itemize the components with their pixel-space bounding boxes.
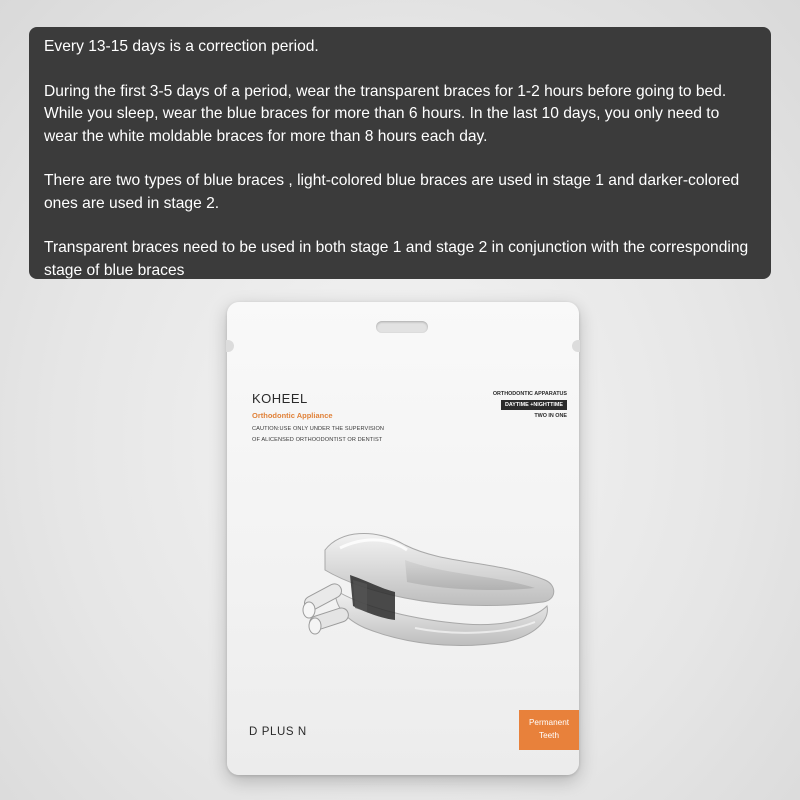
tear-notch-right — [572, 340, 580, 352]
caution-line-2: OF ALICENSED ORTHOODONTIST OR DENTIST — [252, 437, 383, 443]
model-label: D PLUS N — [249, 726, 307, 738]
tear-notch-left — [226, 340, 234, 352]
permanent-teeth-badge — [519, 710, 579, 750]
info-paragraph-2: During the first 3-5 days of a period, wear the transparent braces for 1-2 hours before going to bed. While you sleep, wear the blue braces for more than 6 hours. In the last 10 days, you only need to wear the white moldable braces for more than 8 hours each day. — [44, 82, 727, 145]
hang-slot — [376, 321, 428, 333]
badge-line-1: Permanent — [528, 718, 570, 727]
info-paragraph-3: There are two types of blue braces , light-colored blue braces are used in stage 1 and darker-colored ones are used in stage 2. — [44, 172, 740, 212]
brand-name: KOHEEL — [252, 391, 308, 406]
two-in-one-label: TWO IN ONE — [534, 413, 567, 419]
usage-info-block — [493, 391, 567, 419]
apparatus-label: ORTHODONTIC APPARATUS — [492, 391, 567, 397]
orthodontic-appliance-image — [295, 520, 565, 670]
daytime-nighttime-pill: DAYTIME +NIGHTTIME — [501, 400, 567, 410]
badge-line-2: Teeth — [538, 731, 560, 740]
caution-text — [252, 424, 384, 446]
product-package — [227, 302, 579, 775]
info-paragraph-1: Every 13-15 days is a correction period. — [44, 38, 319, 55]
product-subtitle: Orthodontic Appliance — [252, 411, 333, 420]
info-paragraph-4: Transparent braces need to be used in both stage 1 and stage 2 in conjunction with the corresponding stage of blue braces — [44, 239, 749, 279]
info-text-box — [29, 27, 771, 279]
caution-line-1: CAUTION:USE ONLY UNDER THE SUPERVISION — [252, 426, 385, 432]
